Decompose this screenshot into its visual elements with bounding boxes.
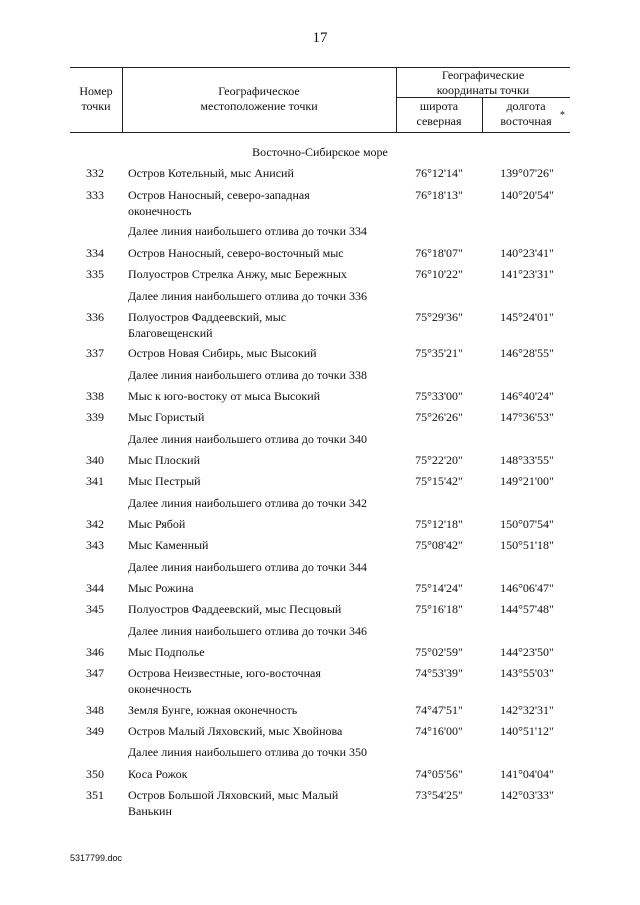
point-longitude: 144°57'48": [500, 602, 554, 616]
point-location: Мыс Рожина: [128, 581, 194, 595]
point-longitude: 140°20'54": [500, 188, 554, 202]
point-longitude: 143°55'03": [500, 666, 554, 680]
point-latitude: 73°54'25": [415, 788, 463, 802]
note-text: Далее линия наибольшего отлива до точки 344: [128, 560, 367, 574]
point-longitude: 142°03'33": [500, 788, 554, 802]
point-number: 346: [86, 645, 104, 659]
point-number: 343: [86, 538, 104, 552]
point-latitude: 75°29'36": [415, 310, 463, 324]
point-latitude: 75°33'00": [415, 389, 463, 403]
point-longitude: 139°07'26": [500, 166, 554, 180]
point-longitude: 145°24'01": [500, 310, 554, 324]
point-location: Коса Рожок: [128, 767, 188, 781]
point-latitude: 75°12'18": [415, 517, 463, 531]
point-number: 347: [86, 666, 104, 680]
point-number: 341: [86, 474, 104, 488]
point-latitude: 76°18'07": [415, 246, 463, 260]
header-coordinates: Географические координаты точки: [436, 68, 530, 97]
header-note-mark: *: [560, 110, 565, 121]
point-longitude: 140°51'12": [500, 724, 554, 738]
point-number: 350: [86, 767, 104, 781]
point-location: Остров Котельный, мыс Анисий: [128, 166, 294, 180]
point-location: Остров Наносный, северо-западная оконечность: [128, 188, 310, 218]
point-number: 344: [86, 581, 104, 595]
point-location: Остров Малый Ляховский, мыс Хвойнова: [128, 724, 343, 738]
note-text: Далее линия наибольшего отлива до точки 336: [128, 289, 367, 303]
point-location: Земля Бунге, южная оконечность: [128, 703, 298, 717]
section-heading: Восточно-Сибирское море: [252, 145, 388, 159]
point-location: Мыс Плоский: [128, 453, 201, 467]
point-number: 335: [86, 267, 104, 281]
point-longitude: 150°51'18": [500, 538, 554, 552]
point-latitude: 76°18'13": [415, 188, 463, 202]
point-longitude: 142°32'31": [500, 703, 554, 717]
point-number: 351: [86, 788, 104, 802]
point-latitude: 75°14'24": [415, 581, 463, 595]
point-location: Полуостров Фаддеевский, мыс Песцовый: [128, 602, 342, 616]
footer-filename: 5317799.doc: [70, 853, 123, 863]
header-location: Географическое местоположение точки: [200, 84, 318, 113]
point-longitude: 146°40'24": [500, 389, 554, 403]
point-longitude: 141°04'04": [500, 767, 554, 781]
point-location: Мыс к юго-востоку от мыса Высокий: [128, 389, 321, 403]
point-longitude: 150°07'54": [500, 517, 554, 531]
point-latitude: 74°53'39": [415, 666, 463, 680]
point-latitude: 75°35'21": [415, 346, 463, 360]
note-text: Далее линия наибольшего отлива до точки 342: [128, 496, 367, 510]
point-location: Полуостров Стрелка Анжу, мыс Бережных: [128, 267, 347, 281]
point-location: Мыс Гористый: [128, 410, 205, 424]
point-location: Полуостров Фаддеевский, мыс Благовещенский: [128, 310, 287, 340]
point-latitude: 74°16'00": [415, 724, 463, 738]
point-longitude: 146°28'55": [500, 346, 554, 360]
point-number: 349: [86, 724, 104, 738]
point-number: 345: [86, 602, 104, 616]
point-longitude: 140°23'41": [500, 246, 554, 260]
point-number: 334: [86, 246, 104, 260]
point-number: 333: [86, 188, 104, 202]
point-longitude: 141°23'31": [500, 267, 554, 281]
header-longitude: долгота восточная: [500, 99, 552, 128]
point-latitude: 74°47'51": [415, 703, 463, 717]
point-latitude: 75°08'42": [415, 538, 463, 552]
point-number: 332: [86, 166, 104, 180]
header-point-number: Номер точки: [79, 84, 113, 113]
point-location: Остров Новая Сибирь, мыс Высокий: [128, 346, 317, 360]
point-latitude: 76°10'22": [415, 267, 463, 281]
point-latitude: 74°05'56": [415, 767, 463, 781]
point-location: Острова Неизвестные, юго-восточная оконечность: [128, 666, 321, 696]
point-latitude: 75°02'59": [415, 645, 463, 659]
point-number: 338: [86, 389, 104, 403]
point-longitude: 144°23'50": [500, 645, 554, 659]
point-number: 340: [86, 453, 104, 467]
point-number: 337: [86, 346, 104, 360]
point-location: Мыс Пестрый: [128, 474, 201, 488]
point-number: 348: [86, 703, 104, 717]
point-longitude: 148°33'55": [500, 453, 554, 467]
point-latitude: 75°22'20": [415, 453, 463, 467]
point-number: 339: [86, 410, 104, 424]
note-text: Далее линия наибольшего отлива до точки 340: [128, 432, 367, 446]
point-latitude: 75°26'26": [415, 410, 463, 424]
point-location: Мыс Подполье: [128, 645, 205, 659]
note-text: Далее линия наибольшего отлива до точки 350: [128, 745, 367, 759]
point-longitude: 147°36'53": [500, 410, 554, 424]
note-text: Далее линия наибольшего отлива до точки 338: [128, 368, 367, 382]
point-latitude: 75°16'18": [415, 602, 463, 616]
point-number: 336: [86, 310, 104, 324]
point-location: Мыс Рябой: [128, 517, 186, 531]
header-latitude: широта северная: [416, 99, 462, 128]
point-longitude: 146°06'47": [500, 581, 554, 595]
point-location: Мыс Каменный: [128, 538, 209, 552]
note-text: Далее линия наибольшего отлива до точки 346: [128, 624, 367, 638]
point-latitude: 75°15'42": [415, 474, 463, 488]
point-number: 342: [86, 517, 104, 531]
point-location: Остров Большой Ляховский, мыс Малый Ванькин: [128, 788, 339, 818]
note-text: Далее линия наибольшего отлива до точки 334: [128, 224, 367, 238]
page-number: 17: [312, 30, 328, 46]
point-latitude: 76°12'14": [415, 166, 463, 180]
point-location: Остров Наносный, северо-восточный мыс: [128, 246, 344, 260]
point-longitude: 149°21'00": [500, 474, 554, 488]
